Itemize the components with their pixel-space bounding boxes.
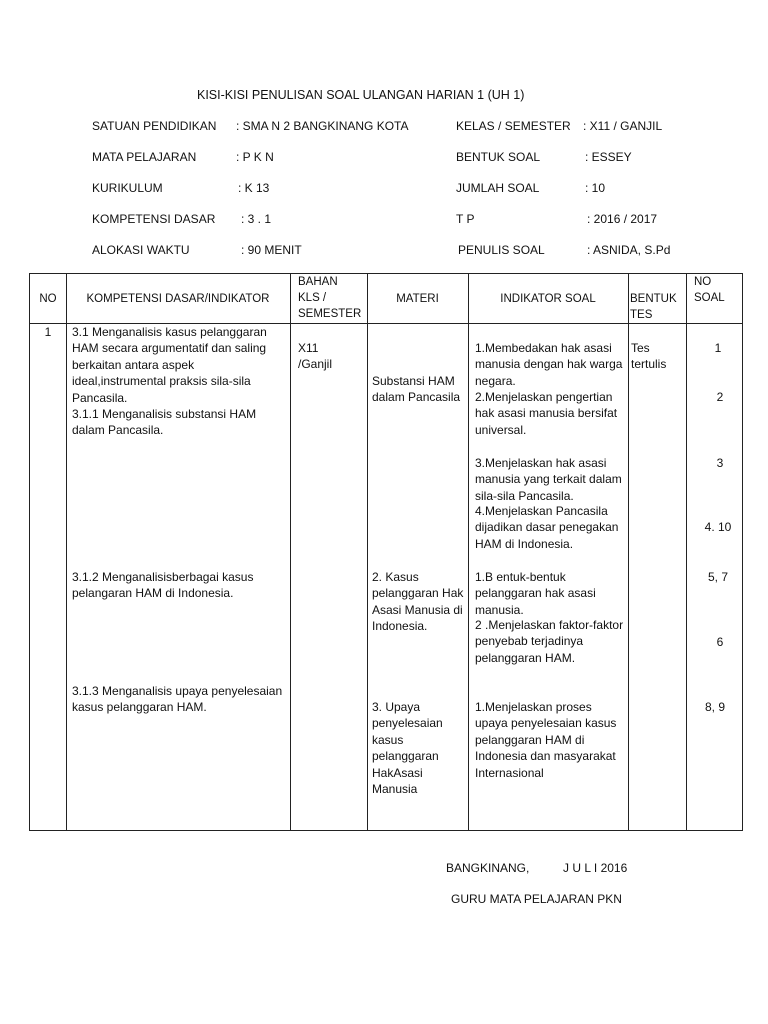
cell-indikator-3: 3.Menjelaskan hak asasi manusia yang terkait dalam sila-sila Pancasila. <box>475 456 622 503</box>
value-bentuk-soal: : ESSEY <box>585 150 632 164</box>
cell-indikator-4: 4.Menjelaskan Pancasila dijadikan dasar penegakan HAM di Indonesia. <box>475 504 619 551</box>
column-divider <box>290 274 291 830</box>
document-title: KISI-KISI PENULISAN SOAL ULANGAN HARIAN 1 (UH 1) <box>197 88 525 102</box>
header-kompetensi-dasar: KOMPETENSI DASAR/INDIKATOR <box>86 293 270 305</box>
cell-indikator-5: 1.B entuk-bentuk pelanggaran hak asasi manusia. <box>475 570 596 617</box>
footer-date: J U L I 2016 <box>563 861 628 875</box>
value-kurikulum: : K 13 <box>238 181 270 195</box>
cell-no: 1 <box>44 325 52 339</box>
kisi-kisi-table <box>29 273 743 831</box>
header-bahan-kelas-semester: BAHAN KLS / SEMESTER <box>298 276 362 320</box>
value-satuan-pendidikan: : SMA N 2 BANGKINANG KOTA <box>236 119 409 133</box>
label-bentuk-soal: BENTUK SOAL <box>456 150 541 164</box>
footer-place: BANGKINANG, <box>446 861 530 875</box>
column-divider <box>628 274 629 830</box>
value-jumlah-soal: : 10 <box>585 181 606 195</box>
cell-bentuk-tes: Tes tertulis <box>631 341 667 372</box>
cell-no-soal-2: 2 <box>716 390 724 404</box>
cell-indikator-6: 2 .Menjelaskan faktor-faktor penyebab terjadinya pelanggaran HAM. <box>475 618 624 665</box>
cell-kompetensi-3-1-2: 3.1.2 Menganalisisberbagai kasus pelangaran HAM di Indonesia. <box>72 570 254 601</box>
cell-no-soal-6: 6 <box>716 635 724 649</box>
label-kelas-semester: KELAS / SEMESTER <box>456 119 571 133</box>
label-kompetensi-dasar: KOMPETENSI DASAR <box>92 212 216 226</box>
value-tahun-pelajaran: : 2016 / 2017 <box>587 212 658 226</box>
label-satuan-pendidikan: SATUAN PENDIDIKAN <box>92 119 217 133</box>
cell-no-soal-7: 8, 9 <box>704 700 725 714</box>
label-mata-pelajaran: MATA PELAJARAN <box>92 150 197 164</box>
column-divider <box>468 274 469 830</box>
cell-indikator-2: 2.Menjelaskan pengertian hak asasi manusia bersifat universal. <box>475 390 618 437</box>
value-alokasi-waktu: : 90 MENIT <box>241 243 302 257</box>
header-bentuk-tes: BENTUK TES <box>630 293 677 321</box>
header-no: NO <box>39 293 57 305</box>
cell-materi-3: 3. Upaya penyelesaian kasus pelanggaran HakAsasi Manusia <box>372 700 443 797</box>
cell-bahan-kelas: X11 /Ganjil <box>298 341 333 372</box>
label-tahun-pelajaran: T P <box>456 212 475 226</box>
cell-no-soal-3: 3 <box>716 456 724 470</box>
cell-materi-1: Substansi HAM dalam Pancasila <box>372 374 461 405</box>
cell-no-soal-4: 4. 10 <box>704 520 732 534</box>
column-divider <box>66 274 67 830</box>
cell-indikator-7: 1.Menjelaskan proses upaya penyelesaian kasus pelanggaran HAM di Indonesia dan masyarakat Internasional <box>475 700 617 780</box>
label-kurikulum: KURIKULUM <box>92 181 163 195</box>
column-divider <box>686 274 687 830</box>
header-materi: MATERI <box>396 293 439 305</box>
cell-materi-2: 2. Kasus pelanggaran Hak Asasi Manusia di Indonesia. <box>372 570 464 634</box>
header-no-soal: NO SOAL <box>694 276 725 304</box>
footer-signature-title: GURU MATA PELAJARAN PKN <box>451 892 622 906</box>
cell-no-soal-5: 5, 7 <box>707 570 728 584</box>
cell-indikator-1: 1.Membedakan hak asasi manusia dengan hak warga negara. <box>475 341 623 388</box>
cell-kompetensi-3-1-3: 3.1.3 Menganalisis upaya penyelesaian kasus pelanggaran HAM. <box>72 684 283 715</box>
header-indikator-soal: INDIKATOR SOAL <box>500 293 596 305</box>
value-mata-pelajaran: : P K N <box>236 150 274 164</box>
value-kompetensi-dasar: : 3 . 1 <box>241 212 272 226</box>
column-divider <box>367 274 368 830</box>
cell-kompetensi-3-1: 3.1 Menganalisis kasus pelanggaran HAM secara argumentatif dan saling berkaitan antara aspek ideal,instrumental praksis sila-sila Pancasila. 3.1.1 Menganalisis substansi HAM dalam Pancasila. <box>72 325 267 438</box>
value-kelas-semester: : X11 / GANJIL <box>583 119 663 133</box>
value-penulis-soal: : ASNIDA, S.Pd <box>587 243 671 257</box>
label-penulis-soal: PENULIS SOAL <box>458 243 545 257</box>
label-jumlah-soal: JUMLAH SOAL <box>456 181 540 195</box>
label-alokasi-waktu: ALOKASI WAKTU <box>92 243 190 257</box>
cell-no-soal-1: 1 <box>714 341 722 355</box>
